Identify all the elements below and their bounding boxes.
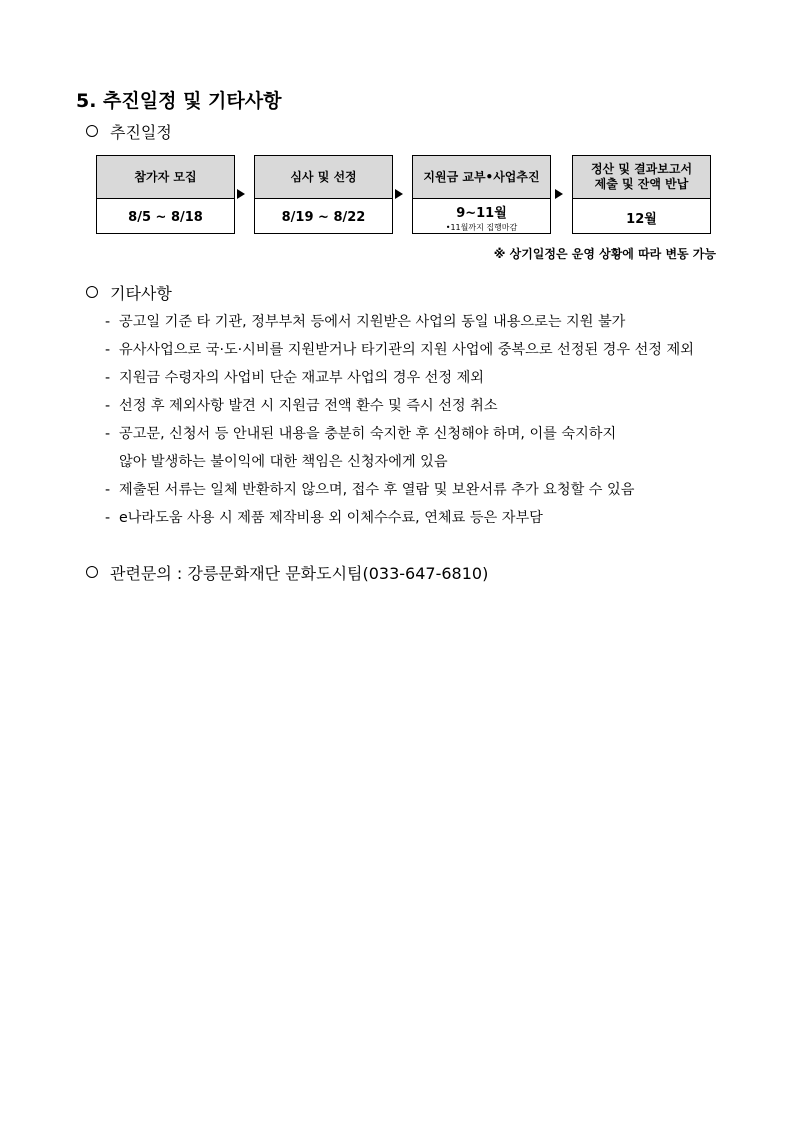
stage-grant [412, 155, 551, 234]
other-heading [86, 281, 172, 304]
list-item-text: 유사사업으로 국·도·시비를 지원받거나 타기관의 지원 사업에 중복으로 선정된 경우 선정 제외 [119, 342, 694, 358]
stage-period-wrap [413, 199, 550, 235]
list-item: - 지원금 수령자의 사업비 단순 재교부 사업의 경우 선정 제외 [105, 370, 485, 386]
list-item: - 공고문, 신청서 등 안내된 내용을 충분히 숙지한 후 신청해야 하며, 이를 숙지하지 않아 발생하는 불이익에 대한 책임은 신청자에게 있음 [105, 420, 725, 476]
list-item-text: 공고문, 신청서 등 안내된 내용을 충분히 숙지한 후 신청해야 하며, 이를 숙지하지 [119, 426, 617, 442]
stage-period: 8/5 ~ 8/18 [128, 209, 203, 225]
contact-line [86, 561, 488, 584]
arrow-right-icon [395, 189, 403, 199]
list-item: - 제출된 서류는 일체 반환하지 않으며, 접수 후 열람 및 보완서류 추가 요청할 수 있음 [105, 482, 635, 498]
schedule-flow [96, 155, 716, 237]
list-item: - 공고일 기준 타 기관, 정부부처 등에서 지원받은 사업의 동일 내용으로는 지원 불가 [105, 314, 626, 330]
circle-bullet-icon [86, 125, 98, 137]
schedule-heading [86, 120, 172, 143]
stage-recruit [96, 155, 235, 234]
list-item-text: 제출된 서류는 일체 반환하지 않으며, 접수 후 열람 및 보완서류 추가 요청할 수 있음 [119, 482, 635, 498]
schedule-heading-text: 추진일정 [110, 123, 172, 142]
circle-bullet-icon [86, 566, 98, 578]
stage-review [254, 155, 393, 234]
stage-period-wrap [255, 199, 392, 235]
stage-settlement [572, 155, 711, 234]
other-list [105, 308, 725, 532]
list-item: - 유사사업으로 국·도·시비를 지원받거나 타기관의 지원 사업에 중복으로 선정된 경우 선정 제외 [105, 342, 694, 358]
stage-title: 참가자 모집 [97, 156, 234, 199]
stage-title: 지원금 교부•사업추진 [413, 156, 550, 199]
stage-period: 9~11월 [456, 205, 507, 221]
section-title: 5. 추진일정 및 기타사항 [76, 90, 282, 112]
list-item-text: 지원금 수령자의 사업비 단순 재교부 사업의 경우 선정 제외 [119, 370, 485, 386]
other-heading-text: 기타사항 [110, 284, 172, 303]
list-item-continuation: 않아 발생하는 불이익에 대한 책임은 신청자에게 있음 [119, 454, 448, 470]
stage-period: 8/19 ~ 8/22 [281, 209, 366, 225]
list-item-text: 공고일 기준 타 기관, 정부부처 등에서 지원받은 사업의 동일 내용으로는 지원 불가 [119, 314, 626, 330]
list-item: - 선정 후 제외사항 발견 시 지원금 전액 환수 및 즉시 선정 취소 [105, 398, 498, 414]
list-item-text: 선정 후 제외사항 발견 시 지원금 전액 환수 및 즉시 선정 취소 [119, 398, 498, 414]
arrow-right-icon [237, 189, 245, 199]
stage-title: 심사 및 선정 [255, 156, 392, 199]
list-item-text: e나라도움 사용 시 제품 제작비용 외 이체수수료, 연체료 등은 자부담 [119, 510, 543, 526]
contact-text: 관련문의 : 강릉문화재단 문화도시팀(033-647-6810) [110, 564, 489, 583]
circle-bullet-icon [86, 286, 98, 298]
arrow-right-icon [555, 189, 563, 199]
stage-period: 12월 [626, 211, 657, 227]
schedule-footnote: ※ 상기일정은 운영 상황에 따라 변동 가능 [493, 247, 716, 261]
list-item: - e나라도움 사용 시 제품 제작비용 외 이체수수료, 연체료 등은 자부담 [105, 510, 543, 526]
stage-note: •11월까지 집행마감 [445, 222, 518, 232]
stage-period-wrap [97, 199, 234, 235]
stage-period-wrap [573, 199, 710, 235]
stage-title: 정산 및 결과보고서 제출 및 잔액 반납 [573, 156, 710, 199]
